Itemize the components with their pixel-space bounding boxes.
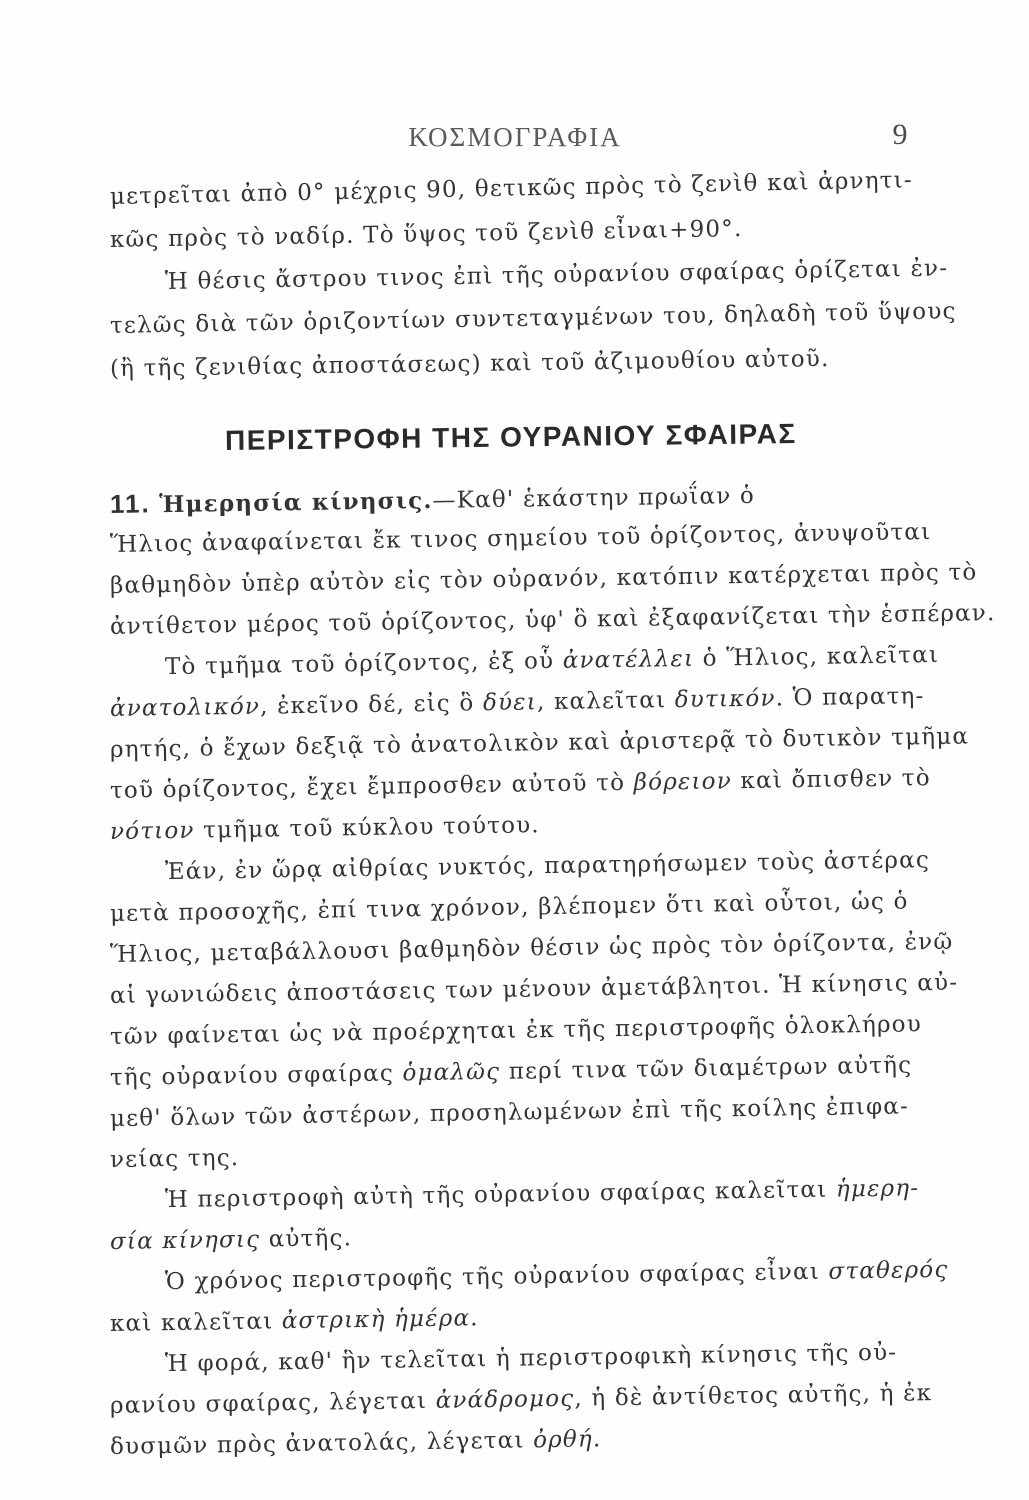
article-title-rest: —Καθ' ἑκάστην πρωΐαν ὁ <box>432 482 756 514</box>
text-run: τμῆμα τοῦ κύκλου τούτου. <box>194 812 541 844</box>
text-line: (ἢ τῆς ζενιθίας ἀποστάσεως) καὶ τοῦ ἀζιμουθίου αὐτοῦ. <box>109 345 830 382</box>
article-title: Ἡμερησία κίνησις. <box>159 486 433 519</box>
text-line: ρητής, ὁ ἔχων δεξιᾷ τὸ ἀνατολικὸν καὶ ἀριστερᾷ τὸ δυτικὸν τμῆμα <box>109 723 970 763</box>
emphasis-term: σία κίνησις <box>109 1226 261 1255</box>
emphasis-term: ἀνατολικόν <box>109 693 261 722</box>
text-line: Ἡ φορά, καθ' ἣν τελεῖται ἡ περιστροφικὴ κίνησις τῆς οὐ- <box>164 1339 898 1378</box>
text-run: . <box>469 1305 479 1332</box>
text-line: μεθ' ὅλων τῶν ἀστέρων, προσηλωμένων ἐπὶ τῆς κοίλης ἐπιφα- <box>109 1093 910 1132</box>
article-number: 11. <box>109 488 151 519</box>
emphasis-term: ἀστρικὴ ἡμέρα <box>281 1305 471 1335</box>
emphasis-term: ὁμαλῶς <box>402 1058 501 1087</box>
text-line: Ἡ θέσις ἄστρου τινος ἐπὶ τῆς οὐρανίου σφαίρας ὁρίζεται ἐν- <box>164 255 949 296</box>
text-line: κῶς πρὸς τὸ ναδίρ. Τὸ ὕψος τοῦ ζενὶθ εἶναι+90°. <box>109 215 743 253</box>
emphasis-term: ἡμερη- <box>835 1175 920 1203</box>
text-line: αἱ γωνιώδεις ἀποστάσεις των μένουν ἀμετάβλητοι. Ἡ κίνησις αὐ- <box>109 969 959 1009</box>
text-run: ὁ Ἥλιος, καλεῖται <box>693 641 940 672</box>
text-line: νείας της. <box>109 1144 240 1173</box>
article-body <box>109 482 996 1468</box>
text-run: Τὸ τμῆμα τοῦ ὁρίζοντος, ἐξ οὗ <box>164 647 563 681</box>
emphasis-term: σταθερός <box>828 1256 949 1285</box>
emphasis-term: ἀνάδρομος <box>435 1385 575 1414</box>
text-line: μετρεῖται ἀπὸ 0° μέχρις 90, θετικῶς πρὸς τὸ ζενὶθ καὶ ἀρνητι- <box>109 167 914 210</box>
emphasis-term: νότιον <box>109 817 195 845</box>
text-line: βαθμηδὸν ὑπὲρ αὐτὸν εἰς τὸν οὐρανόν, κατόπιν κατέρχεται πρὸς τὸ <box>109 559 978 599</box>
text-run: αὐτῆς. <box>260 1225 353 1253</box>
emphasis-term: δυτικόν <box>674 685 776 714</box>
text-line: ἀντίθετον μέρος τοῦ ὁρίζοντος, ὑφ' ὃ καὶ ἐξαφανίζεται τὴν ἑσπέραν. <box>109 600 996 640</box>
page-number: 9 <box>892 118 908 151</box>
text-run: τῆς οὐρανίου σφαίρας <box>109 1060 403 1091</box>
text-line: μετὰ προσοχῆς, ἐπί τινα χρόνον, βλέπομεν ὅτι καὶ οὗτοι, ὡς ὁ <box>109 888 909 927</box>
text-run: Ἡ περιστροφὴ αὐτὴ τῆς οὐρανίου σφαίρας καλεῖται <box>164 1176 837 1214</box>
text-run: , ἡ δὲ ἀντίθετος αὐτῆς, ἡ ἐκ <box>574 1380 933 1412</box>
running-head <box>0 118 1029 158</box>
emphasis-term: ἀνατέλλει <box>562 645 695 674</box>
text-run: καὶ καλεῖται <box>109 1308 283 1337</box>
section-heading: ΠΕΡΙΣΤΡΟΦΗ ΤΗΣ ΟΥΡΑΝΙΟΥ ΣΦΑΙΡΑΣ <box>224 418 797 456</box>
text-run: ρανίου σφαίρας, λέγεται <box>109 1387 436 1419</box>
emphasis-term: ὀρθή <box>532 1426 594 1454</box>
text-run: Ὁ χρόνος περιστροφῆς τῆς οὐρανίου σφαίρας εἶναι <box>164 1258 829 1296</box>
text-line: τελῶς διὰ τῶν ὁριζοντίων συντεταγμένων του, δηλαδὴ τοῦ ὕψους <box>109 298 957 339</box>
text-run: . <box>592 1426 602 1453</box>
text-line: Ἥλιος ἀναφαίνεται ἔκ τινος σημείου τοῦ ὁρίζοντος, ἀνυψοῦται <box>109 519 932 558</box>
text-run: καὶ ὄπισθεν τὸ <box>731 765 931 795</box>
text-run: . Ὁ παρατη- <box>775 683 925 712</box>
text-line: Ἐάν, ἐν ὥρᾳ αἰθρίας νυκτός, παρατηρήσωμεν τοὺς ἀστέρας <box>164 847 931 886</box>
text-line: Ἥλιος, μεταβάλλουσι βαθμηδὸν θέσιν ὡς πρὸς τὸν ὁρίζοντα, ἐνῷ <box>109 928 954 968</box>
text-run: δυσμῶν πρὸς ἀνατολάς, λέγεται <box>109 1427 534 1460</box>
text-run: , ἐκεῖνο δέ, εἰς ὃ <box>259 690 484 720</box>
running-title: ΚΟΣΜΟΓΡΑΦΙΑ <box>408 122 622 152</box>
text-run: τοῦ ὁρίζοντος, ἔχει ἔμπροσθεν αὐτοῦ τὸ <box>109 769 634 804</box>
text-run: , καλεῖται <box>536 687 675 716</box>
emphasis-term: βόρειον <box>633 768 733 796</box>
intro-paragraphs <box>109 167 957 391</box>
text-line: τῶν φαίνεται ὡς νὰ προέρχηται ἐκ τῆς περιστροφῆς ὁλοκλήρου <box>109 1011 923 1050</box>
emphasis-term: δύει <box>482 689 538 717</box>
text-run: περί τινα τῶν διαμέτρων αὐτῆς <box>500 1052 913 1085</box>
